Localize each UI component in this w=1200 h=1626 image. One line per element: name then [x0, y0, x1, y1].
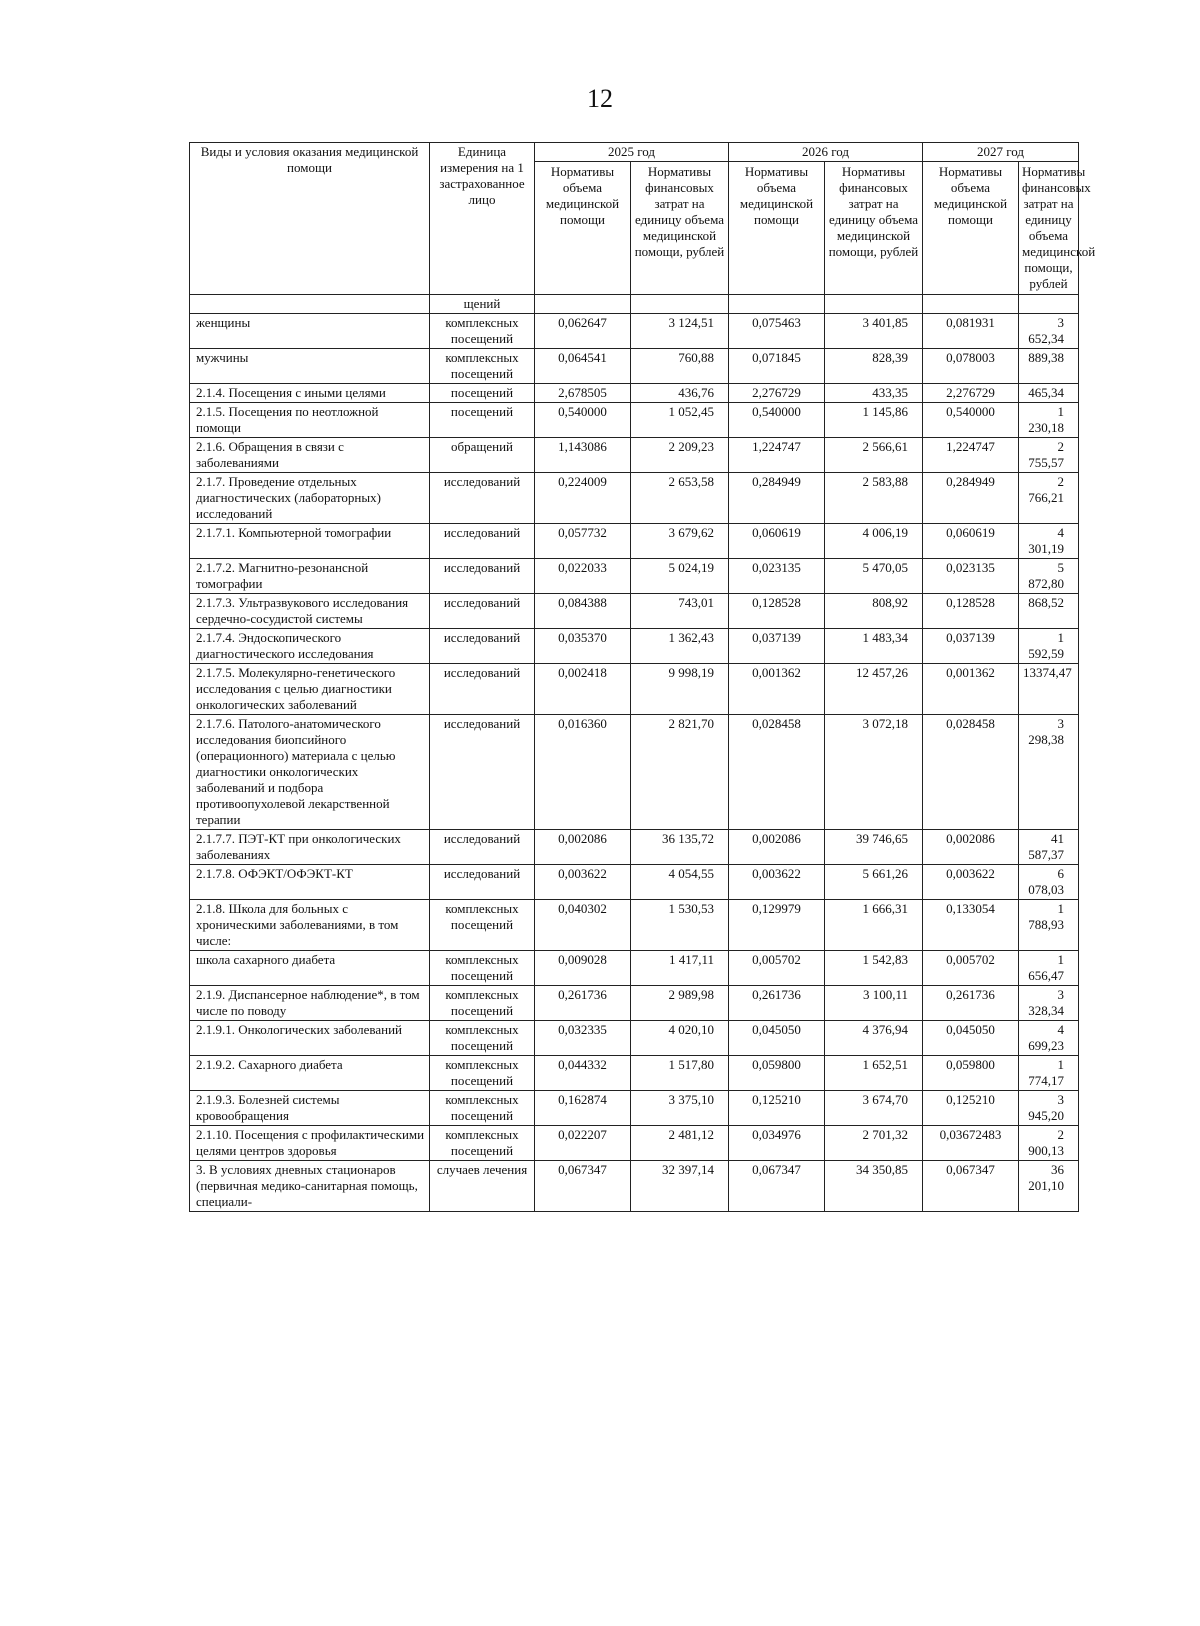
row-unit: обращений	[430, 438, 535, 473]
finance-2026: 34 350,85	[825, 1161, 923, 1212]
row-name: женщины	[190, 314, 430, 349]
row-unit: исследований	[430, 559, 535, 594]
header-year-2026: 2026 год	[729, 143, 923, 162]
row-unit: комплексных посещений	[430, 900, 535, 951]
volume-2025: 0,035370	[535, 629, 631, 664]
volume-2026: 0,001362	[729, 664, 825, 715]
header-finance-2027: Нормативы финансовых затрат на единицу объема медицинской помощи, рублей	[1019, 162, 1079, 295]
table-row	[190, 559, 1079, 594]
finance-2026	[825, 295, 923, 314]
header-year-2025: 2025 год	[535, 143, 729, 162]
row-name: 2.1.7.6. Патолого-анатомического исследования биопсийного (операционного) материала с целью диагностики онкологических заболеваний и подбора противоопухолевой лекарственной терапии	[190, 715, 430, 830]
finance-2027: 1 788,93	[1019, 900, 1079, 951]
volume-2026: 0,003622	[729, 865, 825, 900]
volume-2026: 0,071845	[729, 349, 825, 384]
finance-2027: 2 900,13	[1019, 1126, 1079, 1161]
volume-2025: 0,062647	[535, 314, 631, 349]
table-row	[190, 715, 1079, 830]
volume-2025: 0,022033	[535, 559, 631, 594]
volume-2026: 0,129979	[729, 900, 825, 951]
finance-2026: 3 401,85	[825, 314, 923, 349]
row-name: школа сахарного диабета	[190, 951, 430, 986]
finance-2026: 1 652,51	[825, 1056, 923, 1091]
table-row	[190, 438, 1079, 473]
finance-2025: 4 020,10	[631, 1021, 729, 1056]
finance-2026: 808,92	[825, 594, 923, 629]
volume-2027: 0,078003	[923, 349, 1019, 384]
table-row	[190, 314, 1079, 349]
finance-2025: 2 481,12	[631, 1126, 729, 1161]
finance-2026: 2 701,32	[825, 1126, 923, 1161]
row-unit: комплексных посещений	[430, 986, 535, 1021]
finance-2025: 3 124,51	[631, 314, 729, 349]
volume-2025: 0,224009	[535, 473, 631, 524]
volume-2027	[923, 295, 1019, 314]
volume-2026: 0,059800	[729, 1056, 825, 1091]
finance-2025: 4 054,55	[631, 865, 729, 900]
row-name: 2.1.7.2. Магнитно-резонансной томографии	[190, 559, 430, 594]
table-row	[190, 664, 1079, 715]
row-name: 2.1.7.4. Эндоскопического диагностического исследования	[190, 629, 430, 664]
row-unit: исследований	[430, 524, 535, 559]
finance-2026: 828,39	[825, 349, 923, 384]
finance-2025: 1 530,53	[631, 900, 729, 951]
finance-2025: 1 517,80	[631, 1056, 729, 1091]
volume-2026: 0,060619	[729, 524, 825, 559]
table-row	[190, 1161, 1079, 1212]
finance-2027: 6 078,03	[1019, 865, 1079, 900]
row-name: 2.1.7.1. Компьютерной томографии	[190, 524, 430, 559]
finance-2025: 5 024,19	[631, 559, 729, 594]
finance-2026: 2 566,61	[825, 438, 923, 473]
volume-2025: 0,057732	[535, 524, 631, 559]
volume-2027: 0,128528	[923, 594, 1019, 629]
finance-2026: 39 746,65	[825, 830, 923, 865]
volume-2025: 0,540000	[535, 403, 631, 438]
row-unit: исследований	[430, 664, 535, 715]
header-volume-2027: Нормативы объема медицинской помощи	[923, 162, 1019, 295]
finance-2025: 2 653,58	[631, 473, 729, 524]
finance-2027: 1 656,47	[1019, 951, 1079, 986]
row-name: 3. В условиях дневных стационаров (первичная медико-санитарная помощь, специали-	[190, 1161, 430, 1212]
row-unit: исследований	[430, 629, 535, 664]
finance-2026: 1 145,86	[825, 403, 923, 438]
finance-2026: 5 661,26	[825, 865, 923, 900]
volume-2025: 0,162874	[535, 1091, 631, 1126]
volume-2025: 0,032335	[535, 1021, 631, 1056]
volume-2027: 0,037139	[923, 629, 1019, 664]
finance-2025: 743,01	[631, 594, 729, 629]
finance-2027: 2 766,21	[1019, 473, 1079, 524]
volume-2027: 0,133054	[923, 900, 1019, 951]
volume-2027: 0,060619	[923, 524, 1019, 559]
volume-2025: 0,009028	[535, 951, 631, 986]
volume-2026: 0,045050	[729, 1021, 825, 1056]
volume-2027: 0,045050	[923, 1021, 1019, 1056]
finance-2027: 41 587,37	[1019, 830, 1079, 865]
volume-2027: 0,002086	[923, 830, 1019, 865]
volume-2026: 0,125210	[729, 1091, 825, 1126]
normative-table	[189, 142, 1096, 1212]
volume-2025: 0,002086	[535, 830, 631, 865]
row-name: мужчины	[190, 349, 430, 384]
finance-2025: 1 417,11	[631, 951, 729, 986]
volume-2027: 0,081931	[923, 314, 1019, 349]
finance-2025: 1 362,43	[631, 629, 729, 664]
finance-2027: 5 872,80	[1019, 559, 1079, 594]
volume-2025: 1,143086	[535, 438, 631, 473]
finance-2027: 1 774,17	[1019, 1056, 1079, 1091]
volume-2027: 0,028458	[923, 715, 1019, 830]
table-row	[190, 629, 1079, 664]
finance-2027: 13374,47	[1019, 664, 1079, 715]
finance-2025: 32 397,14	[631, 1161, 729, 1212]
finance-2026: 1 483,34	[825, 629, 923, 664]
volume-2026: 0,067347	[729, 1161, 825, 1212]
finance-2027: 3 328,34	[1019, 986, 1079, 1021]
finance-2025: 3 375,10	[631, 1091, 729, 1126]
table-row	[190, 1021, 1079, 1056]
volume-2026: 2,276729	[729, 384, 825, 403]
finance-2025: 3 679,62	[631, 524, 729, 559]
volume-2026: 0,028458	[729, 715, 825, 830]
volume-2026: 0,034976	[729, 1126, 825, 1161]
row-name: 2.1.4. Посещения с иными целями	[190, 384, 430, 403]
row-unit: комплексных посещений	[430, 314, 535, 349]
row-unit: комплексных посещений	[430, 951, 535, 986]
row-name: 2.1.9.3. Болезней системы кровообращения	[190, 1091, 430, 1126]
finance-2027: 1 592,59	[1019, 629, 1079, 664]
row-name: 2.1.8. Школа для больных с хроническими заболеваниями, в том числе:	[190, 900, 430, 951]
table-row	[190, 524, 1079, 559]
finance-2027: 4 699,23	[1019, 1021, 1079, 1056]
volume-2025: 0,261736	[535, 986, 631, 1021]
row-unit: посещений	[430, 384, 535, 403]
volume-2027: 0,023135	[923, 559, 1019, 594]
finance-2026: 2 583,88	[825, 473, 923, 524]
volume-2027: 0,059800	[923, 1056, 1019, 1091]
table-row	[190, 830, 1079, 865]
table-row	[190, 986, 1079, 1021]
row-name: 2.1.5. Посещения по неотложной помощи	[190, 403, 430, 438]
table-row	[190, 1056, 1079, 1091]
finance-2027	[1019, 295, 1079, 314]
table-row	[190, 1091, 1079, 1126]
row-unit: щений	[430, 295, 535, 314]
row-unit: исследований	[430, 473, 535, 524]
row-name: 2.1.10. Посещения с профилактическими целями центров здоровья	[190, 1126, 430, 1161]
row-unit: комплексных посещений	[430, 1126, 535, 1161]
volume-2026: 0,284949	[729, 473, 825, 524]
finance-2026: 3 674,70	[825, 1091, 923, 1126]
page-number: 12	[587, 84, 613, 113]
volume-2025: 0,016360	[535, 715, 631, 830]
table-row	[190, 951, 1079, 986]
row-unit: исследований	[430, 830, 535, 865]
table-row	[190, 473, 1079, 524]
volume-2026: 0,540000	[729, 403, 825, 438]
row-unit: случаев лечения	[430, 1161, 535, 1212]
volume-2027: 0,261736	[923, 986, 1019, 1021]
volume-2025: 0,040302	[535, 900, 631, 951]
finance-2026: 4 376,94	[825, 1021, 923, 1056]
table-row	[190, 865, 1079, 900]
finance-2027: 868,52	[1019, 594, 1079, 629]
finance-2025: 760,88	[631, 349, 729, 384]
volume-2026: 0,075463	[729, 314, 825, 349]
finance-2025: 2 821,70	[631, 715, 729, 830]
header-row-years	[190, 143, 1079, 162]
finance-2025: 2 209,23	[631, 438, 729, 473]
table-row	[190, 403, 1079, 438]
finance-2025: 1 052,45	[631, 403, 729, 438]
table-row	[190, 900, 1079, 951]
finance-2026: 3 100,11	[825, 986, 923, 1021]
finance-2025: 2 989,98	[631, 986, 729, 1021]
finance-2027: 2 755,57	[1019, 438, 1079, 473]
finance-2027: 36 201,10	[1019, 1161, 1079, 1212]
finance-2027: 465,34	[1019, 384, 1079, 403]
row-unit: комплексных посещений	[430, 1056, 535, 1091]
volume-2027: 1,224747	[923, 438, 1019, 473]
header-unit: Единица измерения на 1 застрахованное лицо	[430, 143, 535, 295]
finance-2026: 1 542,83	[825, 951, 923, 986]
finance-2026: 3 072,18	[825, 715, 923, 830]
finance-2026: 1 666,31	[825, 900, 923, 951]
volume-2027: 0,125210	[923, 1091, 1019, 1126]
volume-2026: 0,005702	[729, 951, 825, 986]
table-row	[190, 349, 1079, 384]
header-type: Виды и условия оказания медицинской помощи	[190, 143, 430, 295]
volume-2027: 2,276729	[923, 384, 1019, 403]
volume-2025: 0,002418	[535, 664, 631, 715]
row-name: 2.1.7. Проведение отдельных диагностических (лабораторных) исследований	[190, 473, 430, 524]
finance-2027: 889,38	[1019, 349, 1079, 384]
volume-2027: 0,001362	[923, 664, 1019, 715]
volume-2026: 0,002086	[729, 830, 825, 865]
volume-2026: 1,224747	[729, 438, 825, 473]
row-name	[190, 295, 430, 314]
volume-2026: 0,037139	[729, 629, 825, 664]
volume-2025: 0,022207	[535, 1126, 631, 1161]
table-row	[190, 1126, 1079, 1161]
row-name: 2.1.7.8. ОФЭКТ/ОФЭКТ-КТ	[190, 865, 430, 900]
row-unit: посещений	[430, 403, 535, 438]
volume-2027: 0,284949	[923, 473, 1019, 524]
finance-2027: 3 652,34	[1019, 314, 1079, 349]
row-name: 2.1.9.1. Онкологических заболеваний	[190, 1021, 430, 1056]
volume-2027: 0,540000	[923, 403, 1019, 438]
row-name: 2.1.7.3. Ультразвукового исследования сердечно-сосудистой системы	[190, 594, 430, 629]
finance-2027: 4 301,19	[1019, 524, 1079, 559]
finance-2025	[631, 295, 729, 314]
volume-2026: 0,023135	[729, 559, 825, 594]
finance-2027: 3 945,20	[1019, 1091, 1079, 1126]
row-name: 2.1.7.7. ПЭТ-КТ при онкологических заболеваниях	[190, 830, 430, 865]
volume-2026	[729, 295, 825, 314]
row-unit: комплексных посещений	[430, 1091, 535, 1126]
header-finance-2026: Нормативы финансовых затрат на единицу объема медицинской помощи, рублей	[825, 162, 923, 295]
volume-2027: 0,003622	[923, 865, 1019, 900]
row-unit: исследований	[430, 594, 535, 629]
table-row	[190, 295, 1079, 314]
volume-2025: 0,044332	[535, 1056, 631, 1091]
finance-2025: 9 998,19	[631, 664, 729, 715]
table-row	[190, 594, 1079, 629]
finance-2026: 433,35	[825, 384, 923, 403]
row-name: 2.1.9.2. Сахарного диабета	[190, 1056, 430, 1091]
volume-2026: 0,128528	[729, 594, 825, 629]
row-unit: комплексных посещений	[430, 1021, 535, 1056]
volume-2026: 0,261736	[729, 986, 825, 1021]
finance-2026: 4 006,19	[825, 524, 923, 559]
row-unit: исследований	[430, 865, 535, 900]
volume-2027: 0,005702	[923, 951, 1019, 986]
finance-2027: 1 230,18	[1019, 403, 1079, 438]
finance-2026: 5 470,05	[825, 559, 923, 594]
volume-2025: 0,084388	[535, 594, 631, 629]
volume-2027: 0,067347	[923, 1161, 1019, 1212]
volume-2025: 0,064541	[535, 349, 631, 384]
finance-2026: 12 457,26	[825, 664, 923, 715]
finance-2025: 436,76	[631, 384, 729, 403]
row-name: 2.1.7.5. Молекулярно-генетического исследования с целью диагностики онкологических заболеваний	[190, 664, 430, 715]
volume-2025: 2,678505	[535, 384, 631, 403]
volume-2025: 0,067347	[535, 1161, 631, 1212]
row-name: 2.1.9. Диспансерное наблюдение*, в том числе по поводу	[190, 986, 430, 1021]
table-row	[190, 384, 1079, 403]
header-finance-2025: Нормативы финансовых затрат на единицу объема медицинской помощи, рублей	[631, 162, 729, 295]
row-unit: исследований	[430, 715, 535, 830]
header-year-2027: 2027 год	[923, 143, 1079, 162]
header-volume-2025: Нормативы объема медицинской помощи	[535, 162, 631, 295]
header-volume-2026: Нормативы объема медицинской помощи	[729, 162, 825, 295]
finance-2027: 3 298,38	[1019, 715, 1079, 830]
volume-2025	[535, 295, 631, 314]
table-body	[190, 295, 1079, 1212]
volume-2027: 0,03672483	[923, 1126, 1019, 1161]
volume-2025: 0,003622	[535, 865, 631, 900]
row-unit: комплексных посещений	[430, 349, 535, 384]
finance-2025: 36 135,72	[631, 830, 729, 865]
row-name: 2.1.6. Обращения в связи с заболеваниями	[190, 438, 430, 473]
